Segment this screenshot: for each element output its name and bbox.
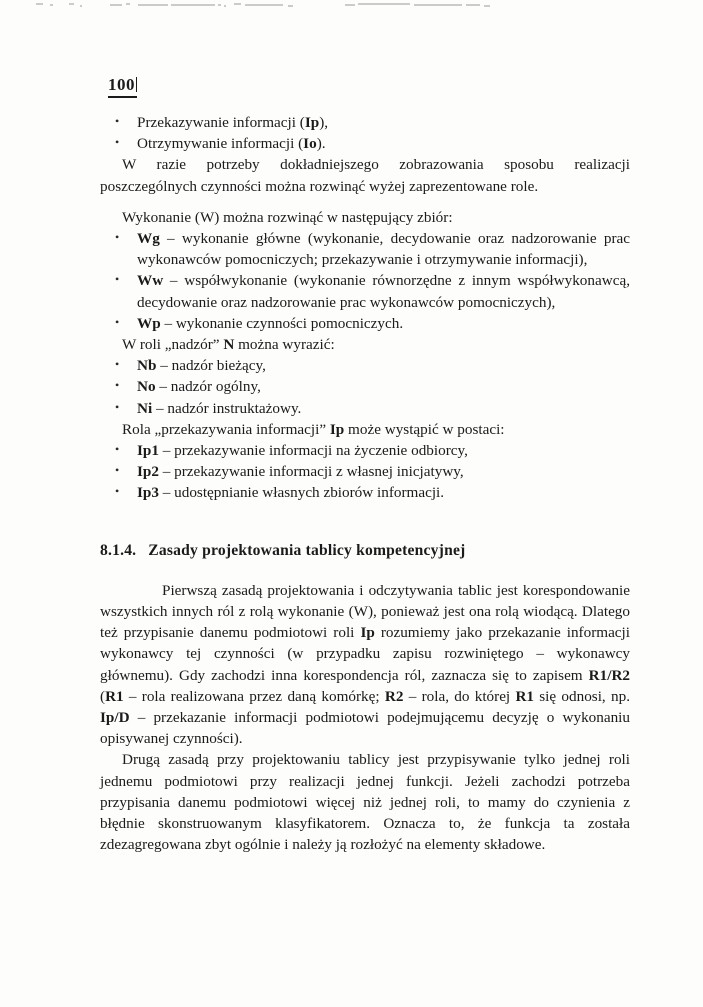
section-heading: [100, 540, 630, 561]
role-code: Ni: [137, 399, 153, 417]
para-run: Pierwszą zasadą projektowania i odczytywania tablic jest korespondowanie wszystkich innych ról z rolą wykonanie (W), ponieważ jest ona rolą wiodącą. Dlatego też przypisanie danemu podmiotowi roli: [100, 581, 630, 642]
intro-bullet-list: [100, 112, 630, 154]
paragraph-spacer: [100, 197, 630, 207]
role-code: Nb: [137, 357, 157, 375]
scan-edge-noise: [0, 0, 703, 12]
para-run: – przekazanie informacji podmiotowi podejmującemu decyzję o wykonaniu opisywanej czynności).: [100, 709, 630, 748]
list-item: [100, 133, 630, 154]
bullet-text-pre: Otrzymywanie informacji (: [137, 135, 304, 153]
role-code: Ww: [137, 272, 164, 290]
section-title: Zasady projektowania tablicy kompetencyjnej: [148, 541, 466, 559]
role-code: Ip: [304, 114, 320, 131]
bullet-text-pre: Przekazywanie informacji (: [137, 114, 305, 131]
list-item: [100, 270, 630, 312]
para-run: się odnosi, np.: [534, 687, 630, 705]
lead-in-rola-after: może wystąpić w postaci:: [344, 420, 505, 438]
role-code: R1: [105, 687, 124, 705]
bullet-text: – przekazywanie informacji z własnej inicjatywy,: [158, 463, 464, 481]
role-code: Ip: [360, 624, 375, 642]
role-code: R1: [515, 687, 534, 705]
ip-bullet-list: [100, 440, 630, 504]
list-item: [100, 355, 630, 376]
page-number-value: 100: [108, 75, 135, 94]
list-item: [100, 376, 630, 397]
lead-in-nadzor-after: można wyrazić:: [234, 336, 335, 354]
list-item: [100, 228, 630, 270]
bullet-text: – udostępnianie własnych zbiorów informacji.: [158, 484, 445, 502]
n-bullet-list: [100, 355, 630, 419]
list-item: [100, 112, 630, 133]
role-code: N: [223, 336, 235, 354]
list-item: [100, 482, 630, 503]
bullet-text: – współwykonanie (wykonanie równorzędne z innym współwykonawcą, decydowanie oraz nadzorowanie prac wykonawców pomocniczych),: [137, 272, 630, 311]
bullet-text-post: ),: [319, 114, 329, 131]
para-run: – rola, do której: [403, 687, 516, 705]
w-bullet-list: [100, 228, 630, 334]
bullet-text-post: ).: [316, 135, 326, 153]
text-cursor-caret: [136, 77, 137, 92]
lead-in-rola-przekazywania: [100, 419, 630, 440]
lead-in-nadzor: [100, 334, 630, 355]
role-code: Ip/D: [100, 709, 130, 727]
page-body: [100, 112, 630, 856]
paragraph-druga-zasada: Drugą zasadą przy projektowaniu tablicy jest przypisywanie tylko jednej roli jednemu podmiotowi przy realizacji jednej funkcji. Jeżeli zachodzi potrzeba przypisania danemu podmiotowi więcej niż jednej roli, to mamy do czynienia z błędnie skonstruowanym klasyfikatorem. Oznacza to, że funkcja ta została zdezagregowana zbyt ogólnie i należy ją rozłożyć na elementy składowe.: [100, 751, 630, 854]
bullet-text: – wykonanie czynności pomocniczych.: [160, 314, 404, 332]
role-code: Io: [303, 135, 317, 153]
paragraph-pierwsza-zasada: [100, 580, 630, 750]
role-code: Ip: [329, 420, 345, 438]
role-code: No: [137, 378, 156, 396]
list-item: [100, 398, 630, 419]
section-number: 8.1.4.: [100, 541, 137, 559]
para-run: rozumiemy jako przekazanie informacji wykonawcy tej czynności (w przypadku zapisu rozwiniętego – wykonawcy głównemu). Gdy zachodzi inna korespondencja ról, zaznacza się to zapisem: [100, 624, 630, 684]
role-code: Wg: [137, 230, 160, 248]
paragraph-razie-potrzeby: W razie potrzeby dokładniejszego zobrazowania sposobu realizacji poszczególnych czynności można rozwinąć wyżej zaprezentowane role.: [100, 156, 630, 195]
lead-in-wykonanie: Wykonanie (W) można rozwinąć w następujący zbiór:: [122, 208, 453, 226]
para-run: (: [100, 687, 106, 705]
list-item: [100, 461, 630, 482]
list-item: [100, 313, 630, 334]
lead-in-nadzor-before: W roli „nadzór”: [122, 336, 224, 354]
role-code: R1/R2: [588, 666, 630, 684]
page-number: [108, 76, 137, 98]
bullet-text: – wykonanie główne (wykonanie, decydowanie oraz nadzorowanie prac wykonawców pomocniczych; przekazywanie i otrzymywanie informacji),: [137, 230, 630, 269]
para-run: – rola realizowana przez daną komórkę;: [123, 687, 385, 705]
role-code: Ip1: [137, 442, 159, 460]
bullet-text: – nadzór instruktażowy.: [152, 399, 302, 417]
role-code: R2: [384, 687, 404, 705]
role-code: Wp: [137, 314, 161, 332]
role-code: Ip2: [137, 463, 159, 481]
lead-in-rola-before: Rola „przekazywania informacji”: [122, 420, 330, 438]
bullet-text: – przekazywanie informacji na życzenie odbiorcy,: [158, 442, 468, 460]
list-item: [100, 440, 630, 461]
bullet-text: – nadzór ogólny,: [155, 378, 261, 396]
bullet-text: – nadzór bieżący,: [156, 357, 266, 375]
role-code: Ip3: [137, 484, 159, 502]
